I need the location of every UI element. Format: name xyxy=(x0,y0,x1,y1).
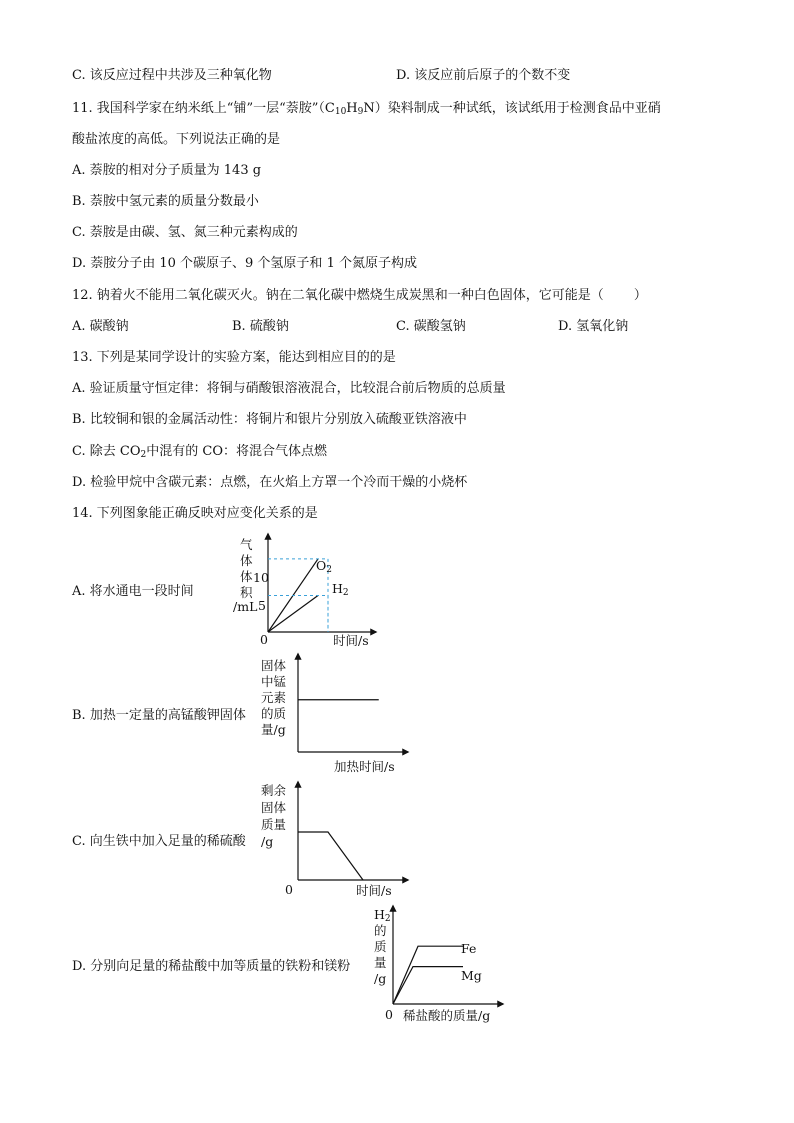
q14-option-a: A. 将水通电一段时间 xyxy=(72,584,194,599)
chart-b-ylabel-line: 中锰 xyxy=(261,674,287,689)
q13-option-a: A. 验证质量守恒定律：将铜与硝酸银溶液混合，比较混合前后物质的总质量 xyxy=(72,381,506,396)
q13-subscript-2: 2 xyxy=(140,450,147,460)
series-line-fe xyxy=(393,946,463,1004)
q13-option-b: B. 比较铜和银的金属活动性：将铜片和银片分别放入硫酸亚铁溶液中 xyxy=(72,412,467,427)
q12-stem xyxy=(72,287,647,305)
chart-a-ylabel-line: 体 xyxy=(240,569,253,584)
chart-b-ylabel-line: 元素 xyxy=(261,690,287,705)
ylabel-sub: 2 xyxy=(384,914,391,924)
series-name-sub: 2 xyxy=(342,588,349,598)
q13-option-c-part1: C. 除去 CO xyxy=(72,444,141,459)
series-line-h xyxy=(268,595,318,632)
q12-stem-close: ） xyxy=(633,288,647,303)
q11-element-h: H xyxy=(346,101,358,116)
chart-b-svg xyxy=(290,650,420,760)
chart-c-svg xyxy=(290,778,420,888)
chart-c-ylabel-line: /g xyxy=(261,834,274,849)
chart-b-ylabel xyxy=(261,658,286,738)
q14-option-c: C. 向生铁中加入足量的稀硫酸 xyxy=(72,834,246,849)
chart-b-ylabel-line: 的质 xyxy=(261,706,287,721)
q11-subscript-c: 10 xyxy=(334,107,347,117)
series-name-sub: 2 xyxy=(326,565,332,575)
q11-subscript-h: 9 xyxy=(357,107,364,117)
guide-line xyxy=(268,595,328,632)
q12-stem-text: 12. 钠着火不能用二氧化碳灭火。钠在二氧化碳中燃烧生成炭黑和一种白色固体，它可能是（ xyxy=(72,288,604,303)
chart-d-svg xyxy=(385,900,515,1010)
q13-option-c-part2: 中混有的 CO：将混合气体点燃 xyxy=(146,444,327,459)
chart-a-svg xyxy=(250,530,410,645)
q12-option-b: B. 硫酸钠 xyxy=(232,319,289,334)
q12-option-a: A. 碳酸钠 xyxy=(72,319,129,334)
q11-option-d: D. 萘胺分子由 10 个碳原子、9 个氢原子和 1 个氮原子构成 xyxy=(72,256,417,271)
chart-c-ylabel-line: 质量 xyxy=(261,817,287,832)
q11-stem-line2: 酸盐浓度的高低。下列说法正确的是 xyxy=(72,132,281,147)
chart-a-ytick-10: 10 xyxy=(253,570,269,585)
series-line-mg xyxy=(393,967,463,1004)
chart-b-xlabel: 加热时间/s xyxy=(334,759,395,774)
chart-a-series-o2-label xyxy=(316,557,332,575)
q14-stem: 14. 下列图象能正确反映对应变化关系的是 xyxy=(72,506,318,521)
chart-a-origin: 0 xyxy=(260,632,268,647)
q12-option-c: C. 碳酸氢钠 xyxy=(396,319,466,334)
q11-option-c: C. 萘胺是由碳、氢、氮三种元素构成的 xyxy=(72,225,298,240)
series-name: O xyxy=(316,558,327,573)
chart-d-origin: 0 xyxy=(385,1007,393,1022)
q13-option-d: D. 检验甲烷中含碳元素：点燃，在火焰上方罩一个冷而干燥的小烧杯 xyxy=(72,475,468,490)
q11-stem-line1 xyxy=(72,100,661,118)
chart-a-ytick-5: 5 xyxy=(258,598,266,613)
series-name: H xyxy=(332,581,343,596)
chart-c-xlabel: 时间/s xyxy=(356,883,392,898)
series-line-1 xyxy=(298,832,363,880)
chart-c-origin: 0 xyxy=(285,882,293,897)
chart-c-ylabel-line: 剩余 xyxy=(261,783,287,798)
q11-option-b: B. 萘胺中氢元素的质量分数最小 xyxy=(72,194,259,209)
chart-a-series-h2-label xyxy=(332,580,349,598)
ylabel-h: H xyxy=(374,907,385,922)
chart-b-ylabel-line: 量/g xyxy=(261,722,286,737)
q12-option-d: D. 氢氧化钠 xyxy=(558,319,629,334)
q10-option-c: C. 该反应过程中共涉及三种氧化物 xyxy=(72,68,272,83)
q13-stem: 13. 下列是某同学设计的实验方案，能达到相应目的的是 xyxy=(72,350,396,365)
chart-c-ylabel-line: 固体 xyxy=(261,800,287,815)
q14-option-d: D. 分别向足量的稀盐酸中加等质量的铁粉和镁粉 xyxy=(72,959,351,974)
chart-d-ylabel-line: 的 xyxy=(374,923,387,938)
chart-d-series-fe-label: Fe xyxy=(461,941,477,956)
chart-d-xlabel: 稀盐酸的质量/g xyxy=(403,1008,491,1023)
chart-d-ylabel-line: 质 xyxy=(374,939,387,954)
q11-stem-part1: 11. 我国科学家在纳米纸上“铺”一层“萘胺”（C xyxy=(72,101,335,116)
q11-stem-part2: N）染料制成一种试纸，该试纸用于检测食品中亚硝 xyxy=(363,101,661,116)
chart-b-ylabel-line: 固体 xyxy=(261,658,287,673)
chart-a-ylabel-line: 积 xyxy=(240,585,253,600)
chart-d-ylabel-line: 量 xyxy=(374,955,387,970)
q10-option-d: D. 该反应前后原子的个数不变 xyxy=(396,68,571,83)
q14-option-b: B. 加热一定量的高锰酸钾固体 xyxy=(72,708,246,723)
chart-a-ylabel-line: 体 xyxy=(240,553,253,568)
chart-a-ylabel-unit: /mL xyxy=(233,599,258,614)
chart-d-ylabel-line: /g xyxy=(374,971,387,986)
chart-c-ylabel xyxy=(261,782,286,850)
q13-option-c xyxy=(72,443,327,461)
q11-option-a: A. 萘胺的相对分子质量为 143 g xyxy=(72,163,262,178)
chart-a-ylabel-line: 气 xyxy=(240,537,253,552)
chart-d-series-mg-label: Mg xyxy=(461,968,482,983)
chart-a-xlabel: 时间/s xyxy=(333,633,369,648)
